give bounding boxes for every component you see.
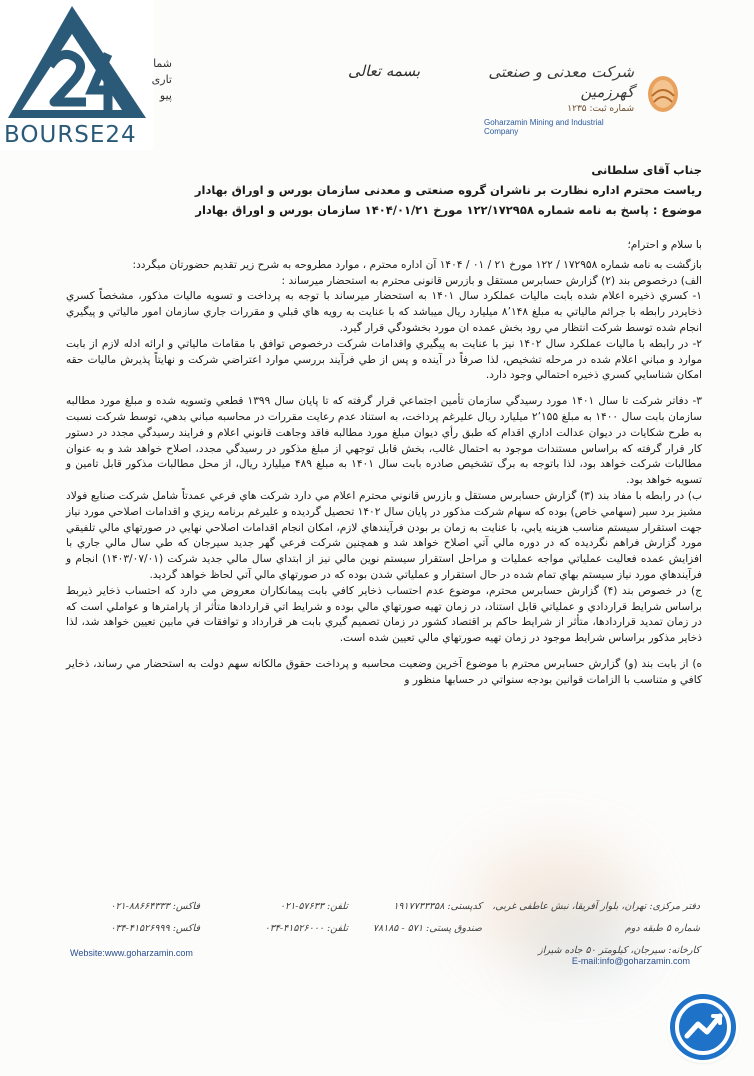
footer-address-office: دفتر مرکزی: تهران، بلوار آفریقا، نبش عاطفی غربی، شماره ۵ طبقه دوم xyxy=(492,901,700,934)
item-1: ۱- کسري ذخیره اعلام شده بابت ماليات عملکرد سال ۱۴۰۱ به استحضار میرساند با توجه به پرداخت و تسويه ماليات مذکور، مشخصاً کسري ذخایردر رابطه با جرائم مالیاتي به مبلغ ۸٬۱۴۸ ميليارد ريال میباشد که با عنايت به رويه هاي قبلي و مقررات جاري سازمان امور مالیاتي و پیگیري انجام شده توسط شرکت انتظار مي رود بخش عمده ان مورد بخشودگي قرار گيرد. xyxy=(66,290,702,334)
chart-trend-badge-icon xyxy=(670,994,736,1060)
section-jim: ج) در خصوص بند (۴) گزارش حسابرس محترم، موضوع عدم احتساب ذخاير کافي بابت پيمانکاران معروض مي دارد که احتساب ذخاير ذيربط براساس شرايط قراردادي و عملياتي قابل استناد، در زمان تهيه صورتهاي مالي بوده و شرايط اتي قراردادها متأثر از پارامترها و عواملي است که در زمان تمديد قراردادها، متأثر از شرايط حاکم بر اقتصاد کشور در زمان تصميم گيري بابت هر قرارداد و توافقات في مابين تعيين خواهد شد، لذا ذخاير مذکور براساس شرايط موجود در زمان تهيه صورتهاي مالي تعيين شده است. xyxy=(66,584,702,645)
company-name: شرکت معدنی و صنعتی گهرزمین xyxy=(488,63,634,101)
label-number: شما xyxy=(153,57,172,70)
section-alef: الف) درخصوص بند (۲) گزارش حسابرس مستقل و بازرس قانونی محترم به استحضار میرساند : xyxy=(281,274,702,287)
footer-phone-factory: تلفن: ۴۱۵۲۶۰۰۰-۰۳۴ xyxy=(264,923,348,934)
bourse24-logo-icon xyxy=(4,4,150,122)
footer-email[interactable]: E-mail:info@goharzamin.com xyxy=(571,956,690,966)
intro-paragraph: بازگشت به نامه شماره ۱۷۲۹۵۸ / ۱۲۲ مورخ ۲۱ / ۰۱ / ۱۴۰۴ آن اداره محترم ، موارد مطروحه به شرح زیر تقدیم حضورتان میگردد: xyxy=(132,258,702,271)
footer-fax-factory: فاکس: ۴۱۵۲۶۹۹۹-۰۳۴ xyxy=(110,923,200,934)
letter-footer xyxy=(60,890,700,970)
footer-address-factory: کارخانه: سیرجان، کیلومتر ۵۰ جاده شیراز xyxy=(538,945,700,956)
item-2: ۲- در رابطه با ماليات عملکرد سال ۱۴۰۲ نيز با عنايت به پيگيري واقدامات شرکت درخصوص توافق با مقامات مالياتي و ارائه ادله لازم از بابت موارد و مباني اعلام شده در مرحله تشخيص، لذا صرفاً در آينده و پس از طي فرآيند بررسي موارد اعتراضي شرکت و نهايتاً پذيرش ماليات حقه امکان شناسايي کسري ذخيره احتمالي وجود دارد. xyxy=(66,337,702,382)
footer-po-box: صندوق پستی: ۵۷۱ - ۷۸۱۸۵ xyxy=(372,923,482,934)
footer-address xyxy=(490,896,700,962)
recipient-title: ریاست محترم اداره نظارت بر ناشران گروه صنعتی و معدنی سازمان بورس و اوراق بهادار xyxy=(194,183,702,197)
item-3: ۳- دفاتر شرکت تا سال ۱۴۰۱ مورد رسيدگي سازمان تأمين اجتماعي قرار گرفته كه تا پايان سال ۱۳۹۹ قطعي وتسويه شده و مبلغ مورد مطالبه سازمان بابت سال ۱۴۰۰ به مبلغ ۲٬۱۵۵ ميليارد ريال عليرغم پرداخت، به استناد عدم رعايت مقررات در محاسبه مباني بدهي، توسط شرکت نسبت به طرح شکايات در ديوان عدالت اداري اقدام كه طبق رأي ديوان مبلغ مورد مطالبه فاقد وجاهت قانوني اعلام و فرايند رسيدگي مجدد در دستور کار قرار گرفته که براساس مستندات موجود به احتمال غالب، بخش قابل توجهي از مبلغ مذکور در رسيدگي مجدد، اصلاح خواهد شد و به عنوان مطالبات شرکت خواهد بود، لذا باتوجه به برگ تشخيص صادره بابت سال ۱۴۰۱ به مبلغ ۴۸۹ ميليارد ريال، از محل مطالبات مذکور قابل تامين و تسويه خواهد بود. xyxy=(66,395,703,487)
bourse24-logo xyxy=(0,0,154,150)
footer-fax-tehran: فاکس: ۸۸۶۶۴۳۳۳-۰۲۱ xyxy=(110,901,200,912)
footer-faxes xyxy=(60,896,200,940)
letterhead-meta-labels xyxy=(152,56,172,104)
footer-postal-code: کدپستی: ۱۹۱۷۷۳۳۳۵۸ xyxy=(393,901,482,912)
footer-phones xyxy=(218,896,348,940)
section-be: ب) در رابطه با مفاد بند (۳) گزارش حسابرس مستقل و بازرس قانوني محترم اعلام مي دارد شرکت هاي فرعي عمدتاً شامل شرکت صنايع فولاد مشيز برد سير (سهامي خاص) بوده که سهام شرکت مذکور در پايان سال ۱۴۰۲ تحصيل گرديده و عليرغم برنامه ريزي و اقدامات اصلاحي مورد نياز جهت استقرار سيستم مناسب هزينه يابي، با عنايت به زمان بر بودن فرآيندهاي لازم، امکان انجام اقدامات اصلاحي نهايي در صورتهاي مالي تلفيقي مورد گزارش فراهم نگرديده که در دوره مالي آتي اصلاح خواهد شد و همچنين شرکت فرعي گهر جديد سيرجان که طي سال مالي جاري با افزايش عمده فعاليت عملياتي مواجه عمليات و مراحل استقرار سيستم نوين مالي نيز از ابتداي سال مالي جديد شرکت (۱۴۰۳/۰۷/۰۱) انجام و فرآيندهاي مورد نياز سيستم بهاي تمام شده در حال استقرار و عملياتي شدن بوده که در صورتهاي مالي آتي لحاظ خواهد گرديد. xyxy=(66,489,702,581)
bismillah: بسمه تعالی xyxy=(348,62,421,80)
footer-postal xyxy=(352,896,482,940)
letter-body xyxy=(66,238,702,689)
greeting: با سلام و احترام؛ xyxy=(627,239,702,251)
label-date: تاری xyxy=(151,73,172,86)
recipient-block xyxy=(66,160,702,220)
footer-website[interactable]: Website:www.goharzamin.com xyxy=(70,948,193,958)
company-logo-icon xyxy=(646,74,680,114)
chart-trend-badge[interactable] xyxy=(670,994,736,1060)
section-he: ه) از بابت بند (و) گزارش حسابرس محترم با موضوع آخرين وضعيت محاسبه و پرداخت حقوق مالکانه سهم دولت به استحضار مي رساند، ذخاير کافي و متناسب با الزامات قوانين بودجه سنواتي در حسابها منظور و xyxy=(66,657,702,686)
company-header xyxy=(484,56,634,136)
recipient-name: جناب آقای سلطانی xyxy=(591,163,702,177)
label-attachment: پیو xyxy=(159,89,172,102)
company-name-en: Goharzamin Mining and Industrial Company xyxy=(484,118,604,136)
letter-subject: موضوع : پاسخ به نامه شماره ۱۲۲/۱۷۲۹۵۸ مورخ ۱۴۰۴/۰۱/۲۱ سازمان بورس و اوراق بهادار xyxy=(195,203,702,217)
bourse24-wordmark: BOURSE24 xyxy=(4,122,137,148)
company-registration: شماره ثبت: ۱۲۳۵ xyxy=(567,104,634,114)
footer-phone-tehran: تلفن: ۵۷۶۳۳-۰۲۱ xyxy=(279,901,348,912)
